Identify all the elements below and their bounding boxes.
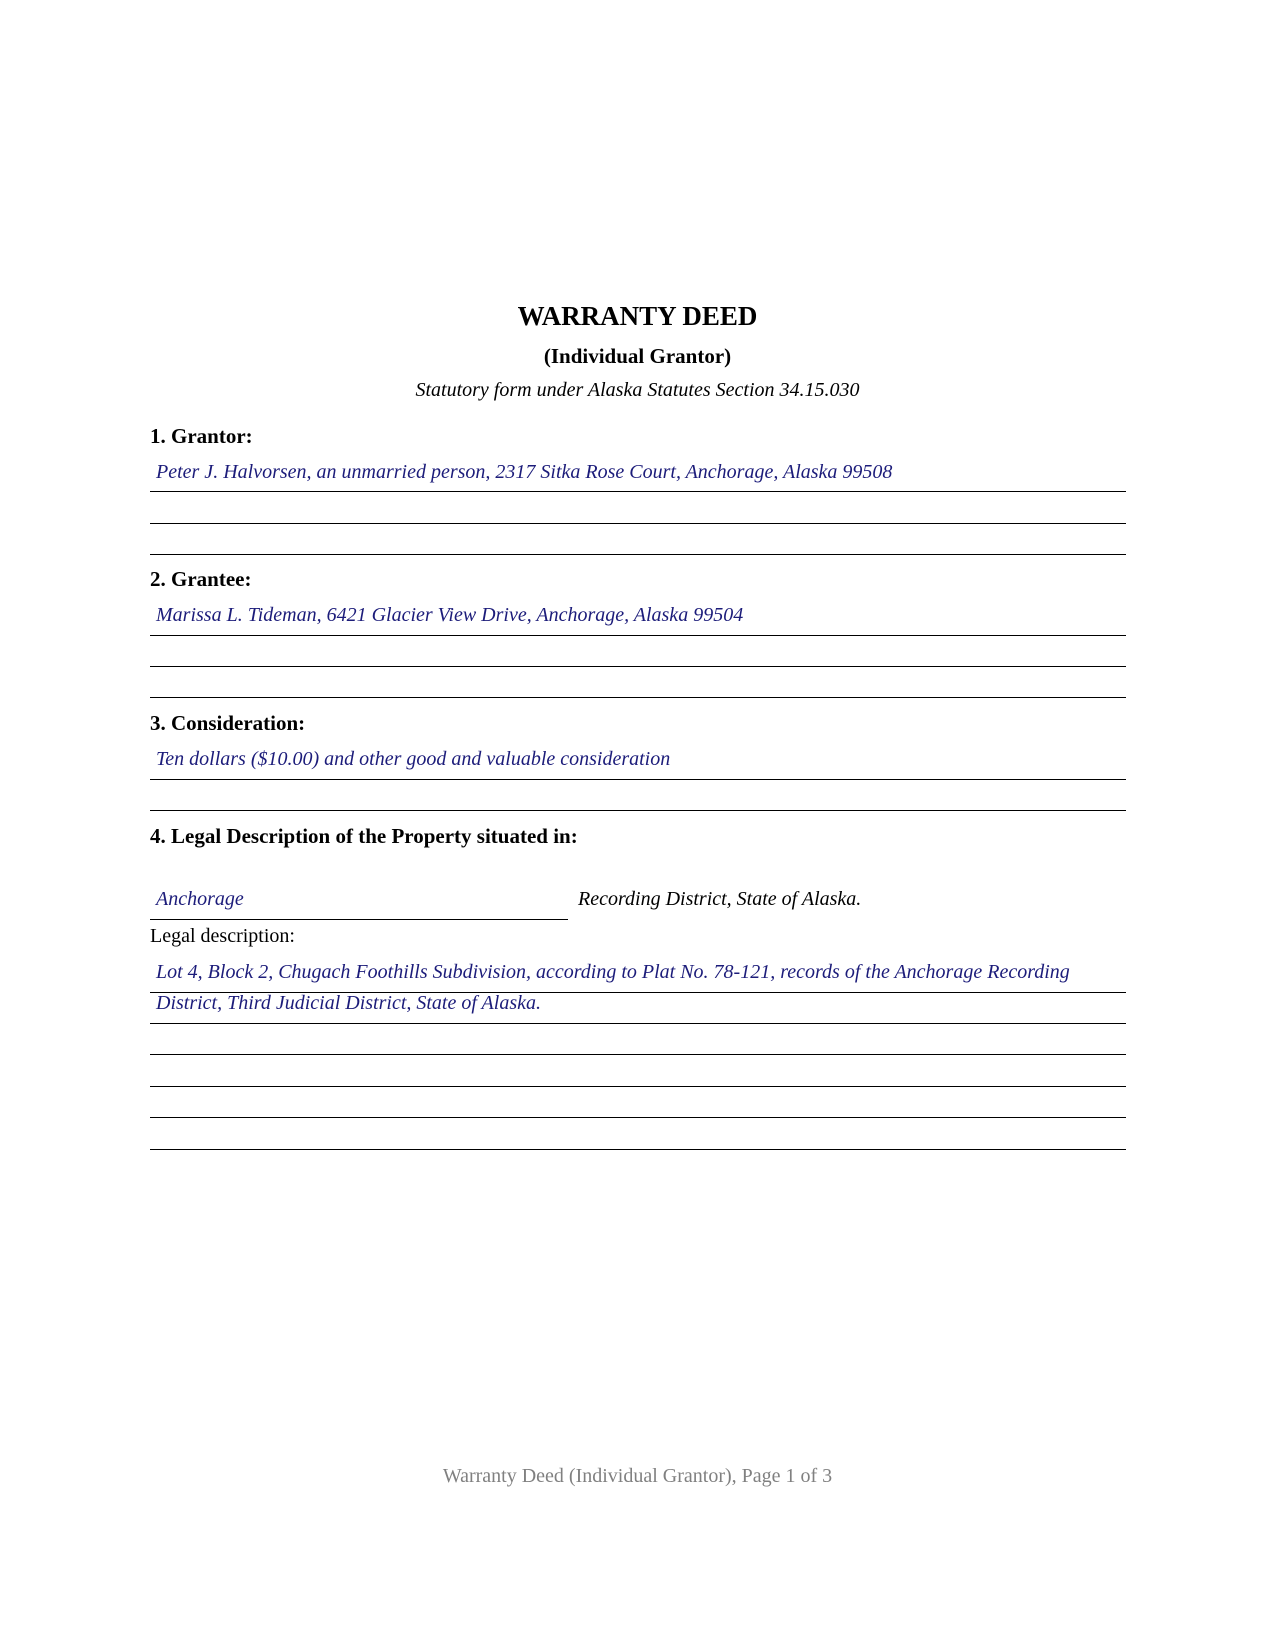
recording-district-suffix: Recording District, State of Alaska.: [578, 888, 862, 910]
legal-description-label: Legal description:: [150, 925, 295, 947]
consideration-line-1: [150, 779, 1126, 780]
page-footer: Warranty Deed (Individual Grantor), Page 1 of 3: [442, 1465, 833, 1487]
grantee-line-1: [150, 635, 1126, 636]
legal-description-line-4: [150, 1086, 1126, 1087]
grantor-line-3: [150, 554, 1126, 555]
legal-description-line-6: [150, 1149, 1126, 1150]
statute-reference: Statutory form under Alaska Statutes Section 34.15.030: [415, 379, 860, 401]
document-title: WARRANTY DEED: [517, 301, 758, 331]
legal-description-line-2-text[interactable]: District, Third Judicial District, State of Alaska.: [156, 992, 541, 1014]
legal-description-line-1-text[interactable]: Lot 4, Block 2, Chugach Foothills Subdivision, according to Plat No. 78-121, records of the Anchorage Recording: [156, 961, 1070, 983]
grantee-line-3: [150, 697, 1126, 698]
consideration-heading: 3. Consideration:: [150, 711, 306, 735]
recording-district-field[interactable]: Anchorage: [156, 888, 244, 910]
grantor-field[interactable]: Peter J. Halvorsen, an unmarried person, 2317 Sitka Rose Court, Anchorage, Alaska 99508: [156, 461, 893, 483]
grantee-heading: 2. Grantee:: [150, 567, 252, 591]
grantee-field[interactable]: Marissa L. Tideman, 6421 Glacier View Drive, Anchorage, Alaska 99504: [156, 604, 744, 626]
grantee-line-2: [150, 666, 1126, 667]
grantor-heading: 1. Grantor:: [150, 424, 253, 448]
consideration-field[interactable]: Ten dollars ($10.00) and other good and valuable consideration: [156, 748, 671, 770]
legal-description-line-3: [150, 1054, 1126, 1055]
grantor-line-1: [150, 491, 1126, 492]
recording-district-line: [150, 919, 568, 920]
consideration-line-2: [150, 810, 1126, 811]
legal-description-line-5: [150, 1117, 1126, 1118]
legal-description-heading: 4. Legal Description of the Property situated in:: [150, 824, 578, 848]
document-subtitle: (Individual Grantor): [543, 344, 732, 368]
legal-description-line-2: [150, 1023, 1126, 1024]
grantor-line-2: [150, 523, 1126, 524]
